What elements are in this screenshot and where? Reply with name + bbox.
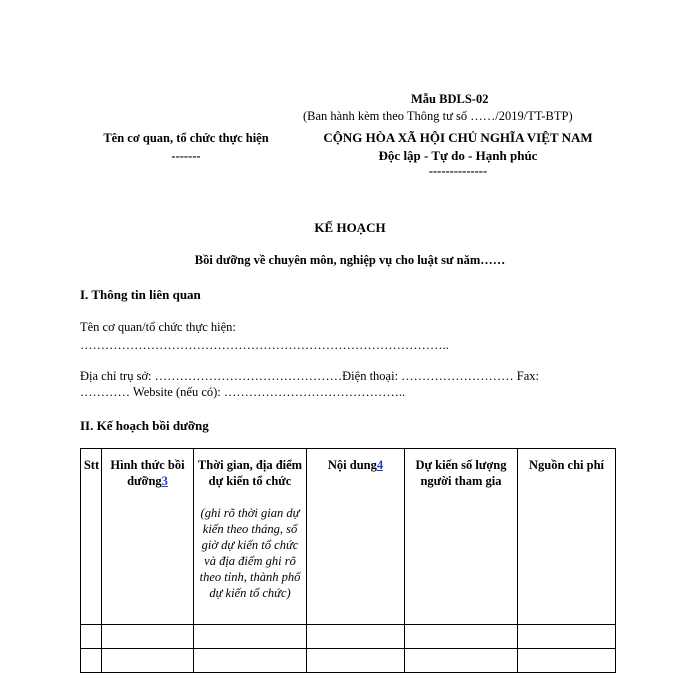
table-header-row [81, 449, 616, 625]
col-header-content [307, 449, 405, 625]
website-line: ………… Website (nếu có): …………………………………….. [80, 385, 406, 399]
col-header-cost-label: Nguồn chi phí [528, 458, 605, 472]
org-label: Tên cơ quan/tổ chức thực hiện: [80, 320, 236, 334]
table-row [81, 649, 616, 673]
col-header-form-label: Hình thức bồi dưỡng [110, 458, 185, 488]
table-cell [81, 625, 102, 649]
address-line: Địa chỉ trụ sở: ………………………………………Điện thoại: ……………………… Fax: [80, 369, 540, 383]
col-header-time [194, 449, 307, 625]
col-header-participants [405, 449, 518, 625]
table-cell [102, 625, 194, 649]
table-cell [307, 625, 405, 649]
table-cell [81, 649, 102, 673]
document-title: KẾ HOẠCH [314, 220, 386, 235]
table-cell [405, 625, 518, 649]
col-header-cost [518, 449, 616, 625]
table-cell [518, 625, 616, 649]
table-cell [194, 649, 307, 673]
col-header-participants-label: Dự kiến số lượng người tham gia [415, 458, 507, 488]
table-cell [102, 649, 194, 673]
footnote-4-link[interactable]: 4 [376, 458, 384, 472]
table-row [81, 625, 616, 649]
footnote-3-link[interactable]: 3 [161, 474, 168, 488]
form-issued-by: (Ban hành kèm theo Thông tư số ……/2019/TT-BTP) [303, 109, 573, 123]
motto-divider: -------------- [428, 164, 488, 178]
motto: Độc lập - Tự do - Hạnh phúc [378, 148, 538, 163]
org-name: Tên cơ quan, tổ chức thực hiện [103, 131, 269, 145]
form-code: Mẫu BDLS-02 [411, 92, 489, 106]
org-dots: …………………………………………………………………………….. [80, 338, 449, 352]
time-note: (ghi rõ thời gian dự kiến theo tháng, số giờ dự kiến tổ chức và địa điểm ghi rõ theo tỉnh, thành phố dự kiến tổ chức) [199, 506, 301, 600]
table-cell [405, 649, 518, 673]
col-header-stt [81, 449, 102, 625]
col-header-stt-label: Stt [83, 458, 100, 472]
col-header-time-label: Thời gian, địa điểm dự kiến tổ chức [197, 458, 303, 488]
col-header-form [102, 449, 194, 625]
table-cell [518, 649, 616, 673]
section-1-heading: I. Thông tin liên quan [80, 287, 201, 302]
col-header-content-label: Nội dung [327, 458, 377, 472]
plan-table [80, 448, 616, 673]
nation-name: CỘNG HÒA XÃ HỘI CHỦ NGHĨA VIỆT NAM [323, 130, 593, 145]
document-subtitle: Bồi dưỡng về chuyên môn, nghiệp vụ cho luật sư năm…… [194, 253, 506, 267]
section-2-heading: II. Kế hoạch bồi dưỡng [80, 418, 209, 433]
table-cell [307, 649, 405, 673]
table-cell [194, 625, 307, 649]
org-divider: ------- [171, 149, 201, 163]
